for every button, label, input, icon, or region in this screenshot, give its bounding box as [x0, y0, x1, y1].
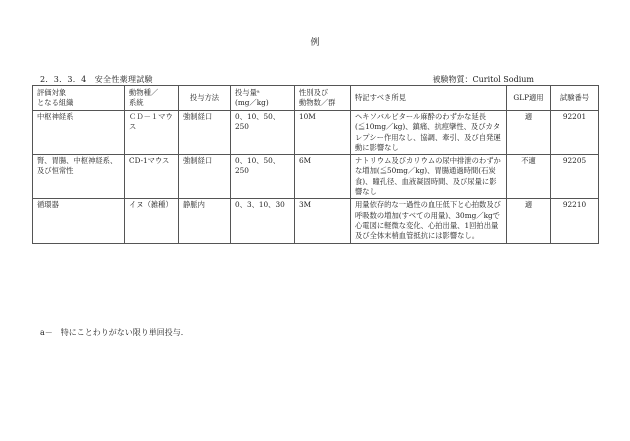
table-row [33, 199, 599, 243]
test-substance-label: 被験物質：Curitol Sodium [432, 75, 534, 84]
col-header-sex-number: 性別及び 動物数／群 [295, 86, 351, 111]
route-cell: 強制経口 [179, 155, 231, 199]
target-tissue-cell: 循環器 [33, 199, 125, 243]
species-cell: CD-1マウス [125, 155, 179, 199]
col-header-dose: 投与量ᵃ (mg／kg) [231, 86, 295, 111]
study-number-cell: 92210 [551, 199, 599, 243]
col-header-species: 動物種／ 系統 [125, 86, 179, 111]
dose-cell: 0、10、50、250 [231, 155, 295, 199]
sex-number-cell: 3M [295, 199, 351, 243]
col-header-route: 投与方法 [179, 86, 231, 111]
page-title: 例 [310, 38, 320, 48]
dose-cell: 0、10、50、250 [231, 111, 295, 155]
safety-pharmacology-table [32, 85, 599, 244]
target-tissue-cell: 腎、胃腸、中枢神経系、及び恒常性 [33, 155, 125, 199]
sex-number-cell: 10M [295, 111, 351, 155]
species-cell: ＣＤ－１マウス [125, 111, 179, 155]
findings-cell: ナトリウム及びカリウムの尿中排泄のわずかな増加(≦50mg／kg)、胃腸通過時間(石炭食)、瞳孔径、血液凝固時間、及び尿量に影響なし [351, 155, 507, 199]
sex-number-cell: 6M [295, 155, 351, 199]
glp-cell: 不適 [507, 155, 551, 199]
table-header-row [33, 86, 599, 111]
glp-cell: 適 [507, 111, 551, 155]
section-heading: 2．3．3．4 安全性薬理試験 [40, 75, 153, 84]
study-number-cell: 92201 [551, 111, 599, 155]
route-cell: 静脈内 [179, 199, 231, 243]
table-row [33, 155, 599, 199]
findings-cell: ヘキソバルビタール麻酔のわずかな延長(≦10mg／kg)、鎮痛、抗痙攣性、及びカタレプシー作用なし、協調、牽引、及び自発運動に影響なし [351, 111, 507, 155]
footnote: a－ 特にことわりがない限り単回投与． [40, 328, 189, 337]
route-cell: 強制経口 [179, 111, 231, 155]
col-header-glp: GLP適用 [507, 86, 551, 111]
species-cell: イヌ（雑種） [125, 199, 179, 243]
study-number-cell: 92205 [551, 155, 599, 199]
target-tissue-cell: 中枢神経系 [33, 111, 125, 155]
table-row [33, 111, 599, 155]
col-header-findings: 特記すべき所見 [351, 86, 507, 111]
col-header-target-tissue: 評価対象 となる組織 [33, 86, 125, 111]
glp-cell: 適 [507, 199, 551, 243]
col-header-study-number: 試験番号 [551, 86, 599, 111]
findings-cell: 用量依存的な一過性の血圧低下と心拍数及び呼吸数の増加(すべての用量)、30mg／kgで心電図に軽微な変化、心拍出量、1回拍出量及び全体末梢血管抵抗には影響なし。 [351, 199, 507, 243]
dose-cell: 0、3、10、30 [231, 199, 295, 243]
